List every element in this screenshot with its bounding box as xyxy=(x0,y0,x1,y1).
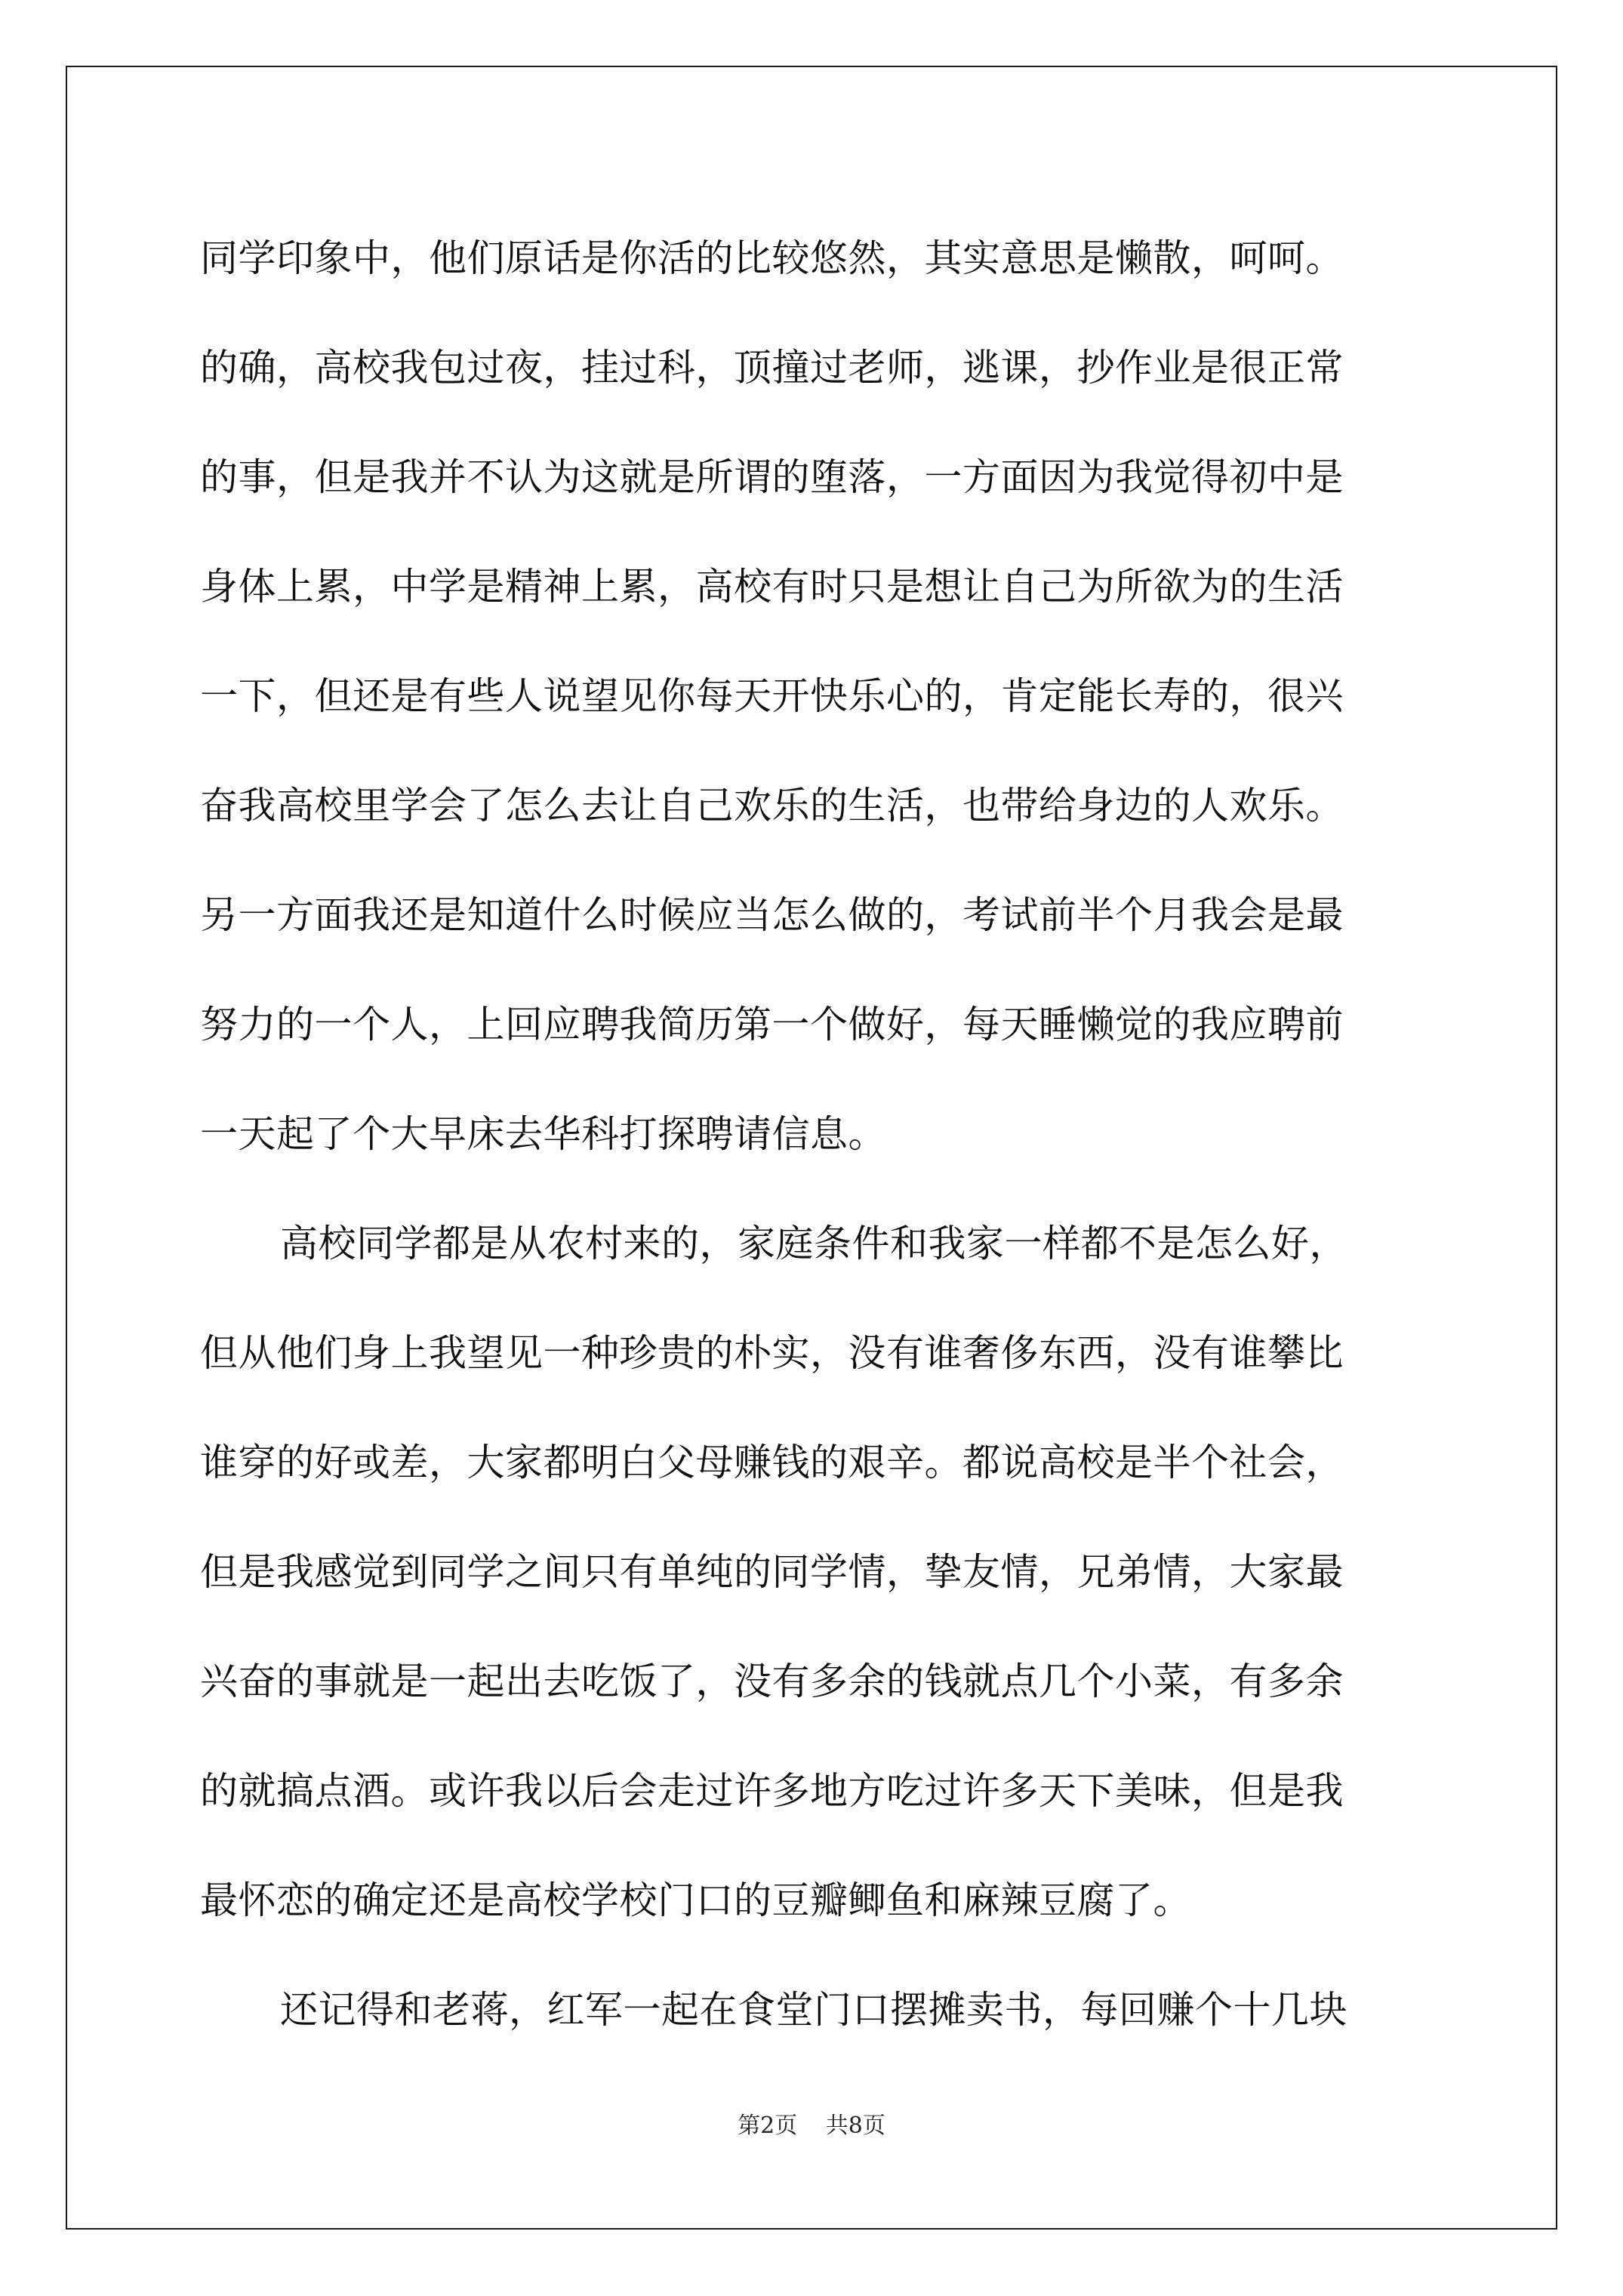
document-body xyxy=(200,204,1431,2065)
text-line: 的就搞点酒。或许我以后会走过许多地方吃过许多天下美味，但是我 xyxy=(200,1769,1344,1813)
page-number: 第2页 xyxy=(738,2113,798,2139)
text-line: 同学印象中，他们原话是你活的比较悠然，其实意思是懒散，呵呵。 xyxy=(200,236,1344,280)
paragraph-start-line: 高校同学都是从农村来的，家庭条件和我家一样都不是怎么好， xyxy=(280,1222,1347,1265)
text-line: 另一方面我还是知道什么时候应当怎么做的，考试前半个月我会是最 xyxy=(200,893,1344,937)
text-line: 谁穿的好或差，大家都明白父母赚钱的艰辛。都说高校是半个社会， xyxy=(200,1441,1344,1484)
page-footer xyxy=(0,2106,1623,2140)
text-line: 的事，但是我并不认为这就是所谓的堕落，一方面因为我觉得初中是 xyxy=(200,455,1344,499)
text-line: 一下，但还是有些人说望见你每天开快乐心的，肯定能长寿的，很兴 xyxy=(200,674,1344,718)
text-line: 兴奋的事就是一起出去吃饭了，没有多余的钱就点几个小菜，有多余 xyxy=(200,1660,1344,1703)
text-line: 但是我感觉到同学之间只有单纯的同学情，挚友情，兄弟情，大家最 xyxy=(200,1550,1344,1594)
page-total: 共8页 xyxy=(825,2113,885,2139)
text-line: 的确，高校我包过夜，挂过科，顶撞过老师，逃课，抄作业是很正常 xyxy=(200,346,1344,390)
text-line: 一天起了个大早床去华科打探聘请信息。 xyxy=(200,1112,886,1156)
text-line: 身体上累，中学是精神上累，高校有时只是想让自己为所欲为的生活 xyxy=(200,565,1344,609)
text-line: 努力的一个人，上回应聘我简历第一个做好，每天睡懒觉的我应聘前 xyxy=(200,1003,1344,1046)
text-line: 奋我高校里学会了怎么去让自己欢乐的生活，也带给身边的人欢乐。 xyxy=(200,784,1344,827)
paragraph-start-line: 还记得和老蒋，红军一起在食堂门口摆摊卖书，每回赚个十几块 xyxy=(280,1988,1347,2032)
text-line: 最怀恋的确定还是高校学校门口的豆瓣鲫鱼和麻辣豆腐了。 xyxy=(200,1878,1191,1922)
text-line: 但从他们身上我望见一种珍贵的朴实，没有谁奢侈东西，没有谁攀比 xyxy=(200,1331,1344,1375)
